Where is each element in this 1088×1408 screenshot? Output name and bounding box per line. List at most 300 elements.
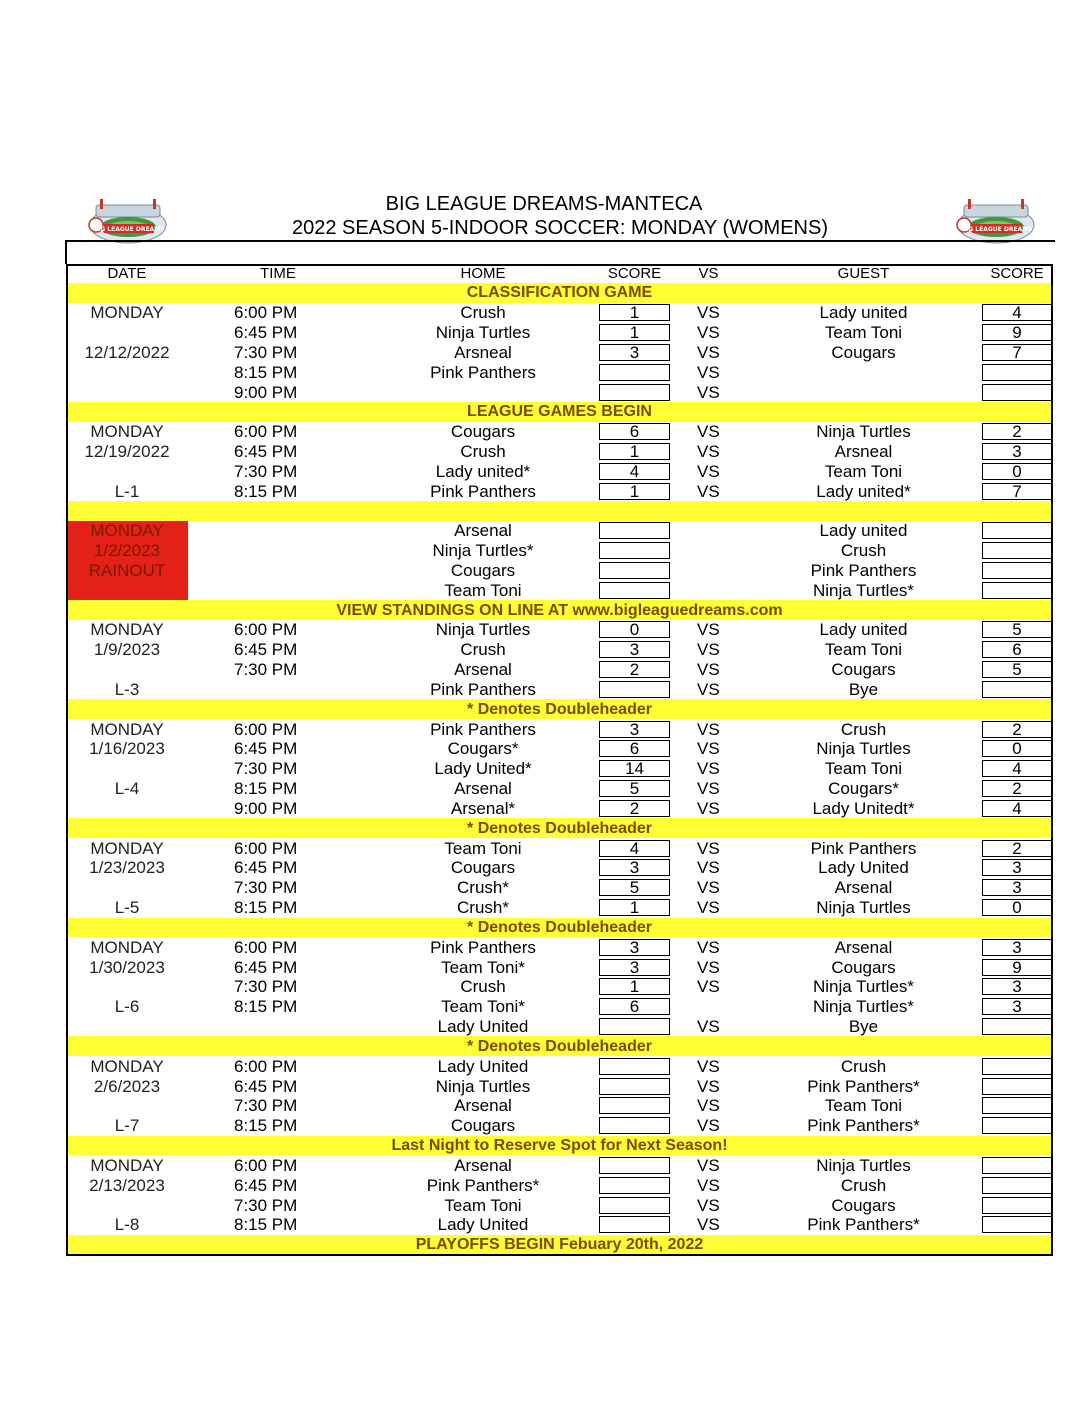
- game-date: MONDAY: [90, 1056, 164, 1076]
- game-date: L-7: [114, 1116, 140, 1136]
- guest-team: Lady united*: [816, 481, 911, 501]
- game-time: 6:45 PM: [234, 739, 298, 759]
- home-score-cell: [598, 580, 671, 600]
- guest-team: Lady united: [819, 303, 908, 323]
- home-score-cell: [598, 362, 671, 382]
- vs-label: VS: [697, 858, 720, 878]
- section-banner: * Denotes Doubleheader: [66, 818, 1053, 838]
- guest-score: 4: [982, 800, 1052, 817]
- section-banner: Last Night to Reserve Spot for Next Season!: [66, 1136, 1053, 1156]
- guest-score: 0: [982, 740, 1052, 757]
- home-team: Lady United: [437, 1215, 529, 1235]
- header-row: [66, 264, 1053, 283]
- guest-score: 0: [982, 463, 1052, 480]
- home-score: 6: [599, 740, 670, 757]
- game-date: MONDAY: [66, 521, 188, 541]
- game-date: [66, 580, 188, 600]
- game-row: [66, 620, 1053, 640]
- guest-score: 5: [982, 661, 1052, 678]
- guest-team: Lady united: [819, 620, 908, 640]
- game-time: 8:15 PM: [234, 898, 298, 918]
- game-date: 12/19/2022: [84, 442, 170, 462]
- game-time: 6:45 PM: [234, 323, 298, 343]
- game-time: 6:00 PM: [234, 303, 298, 323]
- home-score-cell: [598, 739, 671, 759]
- game-row: [66, 977, 1053, 997]
- guest-score: [982, 681, 1052, 698]
- vs-label: [671, 561, 746, 581]
- section-banner-row: [66, 918, 1053, 938]
- game-row: [66, 561, 1053, 581]
- guest-team: Team Toni: [824, 640, 903, 660]
- game-date: L-6: [114, 997, 140, 1017]
- guest-score-cell: [981, 779, 1053, 799]
- guest-team: Cougars: [831, 342, 896, 362]
- home-score-cell: [598, 997, 671, 1017]
- vs-label: VS: [697, 739, 720, 759]
- home-score: 0: [599, 621, 670, 638]
- guest-score: 2: [982, 840, 1052, 857]
- guest-team: Pink Panthers: [810, 838, 917, 858]
- home-score-cell: [598, 422, 671, 442]
- guest-score-cell: [981, 878, 1053, 898]
- vs-label: VS: [697, 1076, 720, 1096]
- vs-label: [671, 580, 746, 600]
- game-date: MONDAY: [90, 303, 164, 323]
- home-score: 1: [599, 978, 670, 995]
- home-score: [599, 1177, 670, 1194]
- section-banner: PLAYOFFS BEGIN Febuary 20th, 2022: [66, 1235, 1053, 1255]
- home-score: 1: [599, 304, 670, 321]
- game-time: 7:30 PM: [234, 1096, 298, 1116]
- guest-team: Pink Panthers*: [807, 1116, 920, 1136]
- home-score: 4: [599, 463, 670, 480]
- game-time: 9:00 PM: [234, 798, 298, 818]
- home-score-cell: [598, 779, 671, 799]
- guest-score-cell: [981, 838, 1053, 858]
- home-score: [599, 1097, 670, 1114]
- game-date: L-5: [114, 898, 140, 918]
- game-row: [66, 422, 1053, 442]
- guest-score: [982, 364, 1052, 381]
- home-score: 1: [599, 899, 670, 916]
- guest-score: [982, 522, 1052, 539]
- game-date: [66, 1017, 188, 1037]
- game-date: 2/13/2023: [89, 1175, 165, 1195]
- home-team: Arsenal: [454, 660, 512, 680]
- game-date: [66, 1096, 188, 1116]
- header-vs: VS: [698, 265, 719, 282]
- guest-score-cell: [981, 481, 1053, 501]
- section-banner-row: [66, 699, 1053, 719]
- home-score-cell: [598, 521, 671, 541]
- guest-score-cell: [981, 1076, 1053, 1096]
- home-team: Crush: [460, 303, 506, 323]
- home-team: Pink Panthers: [430, 481, 536, 501]
- guest-score-cell: [981, 1155, 1053, 1175]
- home-score-cell: [598, 660, 671, 680]
- game-date: [66, 1195, 188, 1215]
- game-date: [66, 878, 188, 898]
- game-row: [66, 1175, 1053, 1195]
- guest-score: 2: [982, 423, 1052, 440]
- guest-score: 7: [982, 344, 1052, 361]
- game-row: [66, 541, 1053, 561]
- home-score-cell: [598, 640, 671, 660]
- vs-label: VS: [697, 957, 720, 977]
- home-score-cell: [598, 1056, 671, 1076]
- home-score-cell: [598, 1195, 671, 1215]
- game-time: 7:30 PM: [234, 660, 298, 680]
- home-score: 4: [599, 840, 670, 857]
- game-row: [66, 1017, 1053, 1037]
- guest-team: Ninja Turtles: [816, 898, 911, 918]
- vs-label: VS: [697, 1096, 720, 1116]
- game-time: 8:15 PM: [234, 779, 298, 799]
- guest-score: 3: [982, 879, 1052, 896]
- game-row: [66, 739, 1053, 759]
- guest-score: [982, 1177, 1052, 1194]
- guest-score-cell: [981, 640, 1053, 660]
- home-team: Cougars: [450, 1116, 516, 1136]
- guest-score: 4: [982, 760, 1052, 777]
- guest-score-cell: [981, 1215, 1053, 1235]
- home-team: Team Toni*: [441, 997, 525, 1017]
- header-guest: GUEST: [837, 265, 890, 282]
- vs-label: VS: [697, 798, 720, 818]
- game-time: [188, 521, 368, 541]
- home-score: 1: [599, 324, 670, 341]
- guest-team: Arsneal: [834, 442, 893, 462]
- vs-label: VS: [697, 303, 720, 323]
- guest-team: Crush: [840, 1175, 887, 1195]
- game-time: 7:30 PM: [234, 342, 298, 362]
- game-row: [66, 481, 1053, 501]
- vs-label: VS: [697, 679, 720, 699]
- home-score: [599, 1018, 670, 1035]
- vs-label: VS: [697, 1056, 720, 1076]
- home-team: Cougars: [450, 858, 516, 878]
- section-banner: * Denotes Doubleheader: [66, 1036, 1053, 1056]
- game-date: [66, 362, 188, 382]
- home-score: 1: [599, 483, 670, 500]
- game-time: 6:45 PM: [234, 858, 298, 878]
- home-score: 1: [599, 443, 670, 460]
- guest-score-cell: [981, 561, 1053, 581]
- vs-label: VS: [697, 382, 720, 402]
- vs-label: VS: [697, 481, 720, 501]
- guest-score: 6: [982, 641, 1052, 658]
- home-score-cell: [598, 1215, 671, 1235]
- home-score-cell: [598, 1116, 671, 1136]
- home-team: Cougars*: [447, 739, 519, 759]
- home-team: Crush: [460, 640, 506, 660]
- guest-score-cell: [981, 1096, 1053, 1116]
- home-score-cell: [598, 957, 671, 977]
- section-banner-row: [66, 501, 1053, 521]
- svg-text:BIG LEAGUE DREAMS: BIG LEAGUE DREAMS: [961, 226, 1033, 233]
- game-date: [66, 759, 188, 779]
- title-underline: [65, 240, 1055, 242]
- game-time: 6:45 PM: [234, 1175, 298, 1195]
- home-score-cell: [598, 541, 671, 561]
- guest-score-cell: [981, 620, 1053, 640]
- guest-score: [982, 1097, 1052, 1114]
- guest-score-cell: [981, 898, 1053, 918]
- game-time: [188, 561, 368, 581]
- game-time: 8:15 PM: [234, 481, 298, 501]
- guest-score-cell: [981, 342, 1053, 362]
- vs-label: [671, 521, 746, 541]
- vs-label: VS: [697, 898, 720, 918]
- game-time: 9:00 PM: [234, 382, 298, 402]
- guest-score-cell: [981, 759, 1053, 779]
- home-score: [599, 1058, 670, 1075]
- home-score-cell: [598, 1175, 671, 1195]
- game-row: [66, 898, 1053, 918]
- guest-team: Cougars: [831, 660, 896, 680]
- game-date: RAINOUT: [66, 561, 188, 581]
- vs-label: VS: [697, 461, 720, 481]
- game-date: MONDAY: [90, 422, 164, 442]
- game-row: [66, 640, 1053, 660]
- game-date: L-1: [114, 481, 140, 501]
- game-time: [188, 680, 368, 700]
- home-team: Pink Panthers: [430, 679, 536, 699]
- home-score: 3: [599, 859, 670, 876]
- home-score: 6: [599, 423, 670, 440]
- home-team: Pink Panthers: [430, 937, 536, 957]
- guest-team: Team Toni: [824, 759, 903, 779]
- header-guest-score: SCORE: [990, 265, 1044, 282]
- game-row: [66, 937, 1053, 957]
- game-date: MONDAY: [90, 719, 164, 739]
- game-time: 6:45 PM: [234, 442, 298, 462]
- guest-team: Bye: [848, 679, 879, 699]
- home-team: Crush*: [457, 878, 509, 898]
- guest-score-cell: [981, 719, 1053, 739]
- guest-team: Lady united: [819, 521, 908, 541]
- guest-team: Pink Panthers*: [807, 1076, 920, 1096]
- home-score-cell: [598, 799, 671, 819]
- guest-score: [982, 1157, 1052, 1174]
- section-banner: CLASSIFICATION GAME: [66, 283, 1053, 303]
- home-team: Lady United: [437, 1017, 529, 1037]
- vs-label: VS: [697, 1175, 720, 1195]
- home-team: Team Toni*: [441, 957, 525, 977]
- guest-score: [982, 582, 1052, 599]
- guest-team: Crush: [840, 1056, 887, 1076]
- game-date: [66, 660, 188, 680]
- home-team: Crush: [460, 442, 506, 462]
- home-score-cell: [598, 481, 671, 501]
- guest-team: Ninja Turtles: [816, 422, 911, 442]
- game-date: L-3: [114, 679, 140, 699]
- guest-score-cell: [981, 997, 1053, 1017]
- vs-label: VS: [697, 779, 720, 799]
- guest-score-cell: [981, 957, 1053, 977]
- guest-team: Bye: [848, 1017, 879, 1037]
- schedule-table: [66, 264, 1053, 1255]
- vs-label: VS: [697, 1155, 720, 1175]
- game-time: 6:45 PM: [234, 640, 298, 660]
- home-team: Pink Panthers: [430, 719, 536, 739]
- game-date: [66, 323, 188, 343]
- game-time: 6:00 PM: [234, 1155, 298, 1175]
- page-subtitle: 2022 SEASON 5-INDOOR SOCCER: MONDAY (WOMENS): [291, 217, 828, 239]
- guest-score-cell: [981, 1195, 1053, 1215]
- game-time: 7:30 PM: [234, 1195, 298, 1215]
- home-team: Cougars: [450, 422, 516, 442]
- home-score-cell: [598, 878, 671, 898]
- game-time: 8:15 PM: [234, 362, 298, 382]
- home-score-cell: [598, 461, 671, 481]
- game-date: [66, 799, 188, 819]
- vs-label: VS: [697, 1215, 720, 1235]
- game-row: [66, 303, 1053, 323]
- vs-label: VS: [697, 323, 720, 343]
- home-team: Team Toni: [444, 838, 522, 858]
- home-score: 3: [599, 721, 670, 738]
- game-date: L-4: [114, 779, 140, 799]
- game-row: [66, 1116, 1053, 1136]
- guest-team: Team Toni: [824, 323, 903, 343]
- home-score-cell: [598, 977, 671, 997]
- game-time: 6:00 PM: [234, 620, 298, 640]
- vs-label: VS: [697, 1017, 720, 1037]
- game-date: [66, 382, 188, 402]
- section-banner-row: [66, 1036, 1053, 1056]
- game-row: [66, 1056, 1053, 1076]
- home-score: [599, 1117, 670, 1134]
- guest-score-cell: [981, 422, 1053, 442]
- section-banner: LEAGUE GAMES BEGIN: [66, 402, 1053, 422]
- guest-score-cell: [981, 680, 1053, 700]
- game-row: [66, 838, 1053, 858]
- game-row: [66, 997, 1053, 1017]
- game-time: 6:00 PM: [234, 937, 298, 957]
- section-banner-row: [66, 402, 1053, 422]
- home-score: 14: [599, 760, 670, 777]
- game-date: 1/16/2023: [89, 739, 165, 759]
- home-score: 5: [599, 879, 670, 896]
- home-team: [368, 382, 598, 402]
- home-score: 6: [599, 998, 670, 1015]
- section-banner: [66, 501, 1053, 521]
- game-row: [66, 719, 1053, 739]
- section-banner-row: [66, 600, 1053, 620]
- game-time: 6:00 PM: [234, 838, 298, 858]
- home-team: Arsenal: [454, 1155, 512, 1175]
- left-rule: [65, 240, 67, 264]
- home-team: Crush: [460, 977, 506, 997]
- section-banner: VIEW STANDINGS ON LINE AT www.bigleaguedreams.com: [66, 600, 1053, 620]
- game-time: [188, 541, 368, 561]
- game-row: [66, 580, 1053, 600]
- home-team: Lady United: [437, 1056, 529, 1076]
- game-row: [66, 680, 1053, 700]
- header-home-score: SCORE: [607, 265, 662, 282]
- game-time: [188, 580, 368, 600]
- guest-score-cell: [981, 858, 1053, 878]
- home-score-cell: [598, 1155, 671, 1175]
- guest-score-cell: [981, 799, 1053, 819]
- header-date: DATE: [107, 265, 147, 282]
- home-score: 3: [599, 959, 670, 976]
- game-date: [66, 977, 188, 997]
- guest-score: [982, 1018, 1052, 1035]
- game-date: MONDAY: [90, 620, 164, 640]
- game-row: [66, 1076, 1053, 1096]
- vs-label: VS: [697, 620, 720, 640]
- home-team: Crush*: [457, 898, 509, 918]
- game-date: MONDAY: [90, 1155, 164, 1175]
- game-row: [66, 799, 1053, 819]
- guest-team: Lady United: [818, 858, 909, 878]
- home-team: Ninja Turtles*: [432, 541, 534, 561]
- guest-score-cell: [981, 521, 1053, 541]
- guest-team: Ninja Turtles: [816, 739, 911, 759]
- section-banner-row: [66, 283, 1053, 303]
- guest-score-cell: [981, 1175, 1053, 1195]
- game-date: 1/9/2023: [93, 640, 161, 660]
- game-row: [66, 342, 1053, 362]
- game-row: [66, 660, 1053, 680]
- guest-score: 3: [982, 859, 1052, 876]
- home-score-cell: [598, 898, 671, 918]
- game-row: [66, 521, 1053, 541]
- home-team: Arsenal: [454, 521, 512, 541]
- guest-score: [982, 1216, 1052, 1233]
- home-score-cell: [598, 561, 671, 581]
- home-score-cell: [598, 680, 671, 700]
- game-date: [66, 461, 188, 481]
- vs-label: VS: [697, 838, 720, 858]
- guest-team: Ninja Turtles: [816, 1155, 911, 1175]
- game-row: [66, 1155, 1053, 1175]
- guest-team: Team Toni: [824, 461, 903, 481]
- vs-label: VS: [697, 640, 720, 660]
- guest-score-cell: [981, 977, 1053, 997]
- game-time: 6:00 PM: [234, 422, 298, 442]
- guest-score: [982, 1058, 1052, 1075]
- home-team: Arsenal: [454, 1096, 512, 1116]
- guest-score-cell: [981, 303, 1053, 323]
- home-score-cell: [598, 937, 671, 957]
- guest-score-cell: [981, 580, 1053, 600]
- guest-score: [982, 1078, 1052, 1095]
- game-row: [66, 957, 1053, 977]
- home-score: [599, 384, 670, 401]
- home-score-cell: [598, 323, 671, 343]
- home-score-cell: [598, 759, 671, 779]
- header-time: TIME: [260, 265, 296, 282]
- home-score: 3: [599, 641, 670, 658]
- guest-score: 9: [982, 959, 1052, 976]
- home-team: Pink Panthers*: [426, 1175, 540, 1195]
- game-row: [66, 878, 1053, 898]
- guest-score-cell: [981, 1116, 1053, 1136]
- guest-score-cell: [981, 442, 1053, 462]
- section-banner-row: [66, 1235, 1053, 1255]
- guest-team: Crush: [840, 541, 887, 561]
- game-date: MONDAY: [90, 937, 164, 957]
- vs-label: VS: [697, 937, 720, 957]
- guest-team: Pink Panthers: [810, 561, 917, 580]
- guest-score: 3: [982, 939, 1052, 956]
- home-team: Arsenal: [454, 779, 512, 799]
- guest-score: 4: [982, 304, 1052, 321]
